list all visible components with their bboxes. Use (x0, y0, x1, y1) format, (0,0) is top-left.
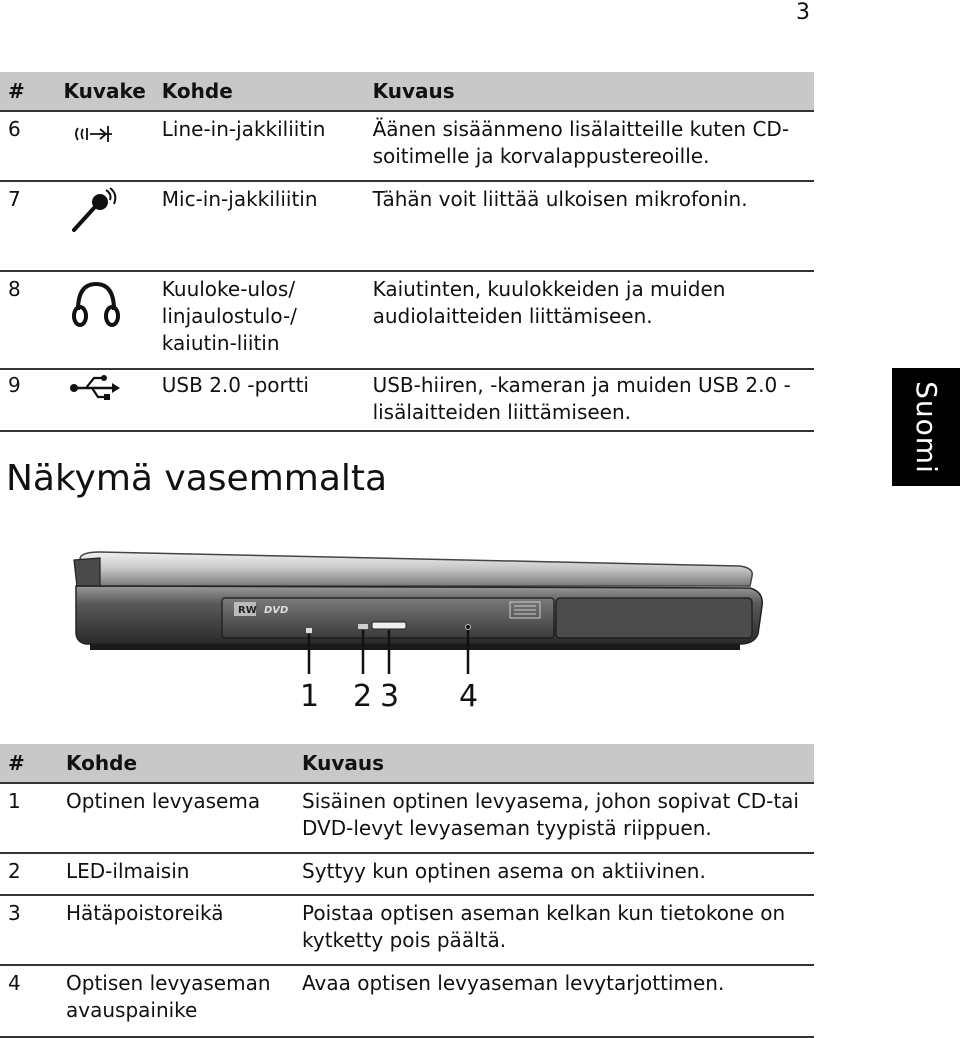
row-item: Optisen levyaseman avauspainike (58, 965, 294, 1037)
header-desc: Kuvaus (365, 72, 814, 111)
table-header-row (0, 744, 814, 783)
table-row (0, 271, 814, 369)
header-icon: Kuvake (56, 72, 154, 111)
language-tab-label: Suomi (909, 380, 943, 474)
header-desc: Kuvaus (294, 744, 814, 783)
optical-drive-slot (306, 628, 312, 633)
section-heading: Näkymä vasemmalta (6, 458, 388, 499)
row-item: Hätäpoistoreikä (58, 895, 294, 965)
header-item: Kohde (154, 72, 365, 111)
row-item: USB 2.0 -portti (154, 369, 365, 431)
table-row (0, 965, 814, 1037)
row-num: 9 (0, 369, 56, 431)
row-desc: Kaiutinten, kuulokkeiden ja muiden audiolaitteiden liittämiseen. (365, 271, 814, 369)
row-item: Mic-in-jakkiliitin (154, 181, 365, 271)
microphone-icon (68, 186, 124, 234)
dvd-logo: DVD (264, 605, 289, 616)
row-num: 6 (0, 111, 56, 181)
header-num: # (0, 72, 56, 111)
table-row (0, 783, 814, 853)
row-item: Optinen levyasema (58, 783, 294, 853)
row-desc: USB-hiiren, -kameran ja muiden USB 2.0 -lisälaitteiden liittämiseen. (365, 369, 814, 431)
callout-2: 2 (353, 679, 373, 714)
row-num: 4 (0, 965, 58, 1037)
row-num: 1 (0, 783, 58, 853)
table-header-row (0, 72, 814, 111)
left-view-table (0, 744, 814, 1038)
language-tab (892, 368, 960, 486)
line-in-icon (68, 116, 124, 152)
row-num: 7 (0, 181, 56, 271)
table-row (0, 369, 814, 431)
emergency-eject-hole (466, 625, 471, 630)
headphones-icon (68, 276, 124, 332)
rw-logo: RW (238, 605, 257, 616)
usb-icon (68, 372, 124, 402)
row-num: 8 (0, 271, 56, 369)
callout-4: 4 (459, 679, 479, 714)
row-desc: Äänen sisäänmeno lisälaitteille kuten CD-soitimelle ja korvalappustereoille. (365, 111, 814, 181)
row-num: 3 (0, 895, 58, 965)
row-desc: Avaa optisen levyaseman levytarjottimen. (294, 965, 814, 1037)
callout-1: 1 (300, 679, 320, 714)
eject-button[interactable] (372, 622, 406, 629)
row-desc: Syttyy kun optinen asema on aktiivinen. (294, 853, 814, 895)
table-row (0, 895, 814, 965)
row-desc: Poistaa optisen aseman kelkan kun tietokone on kytketty pois päältä. (294, 895, 814, 965)
row-desc: Tähän voit liittää ulkoisen mikrofonin. (365, 181, 814, 271)
ports-table (0, 72, 814, 432)
table-row (0, 181, 814, 271)
row-item: Kuuloke-ulos/ linjaulostulo-/ kaiutin-liitin (154, 271, 365, 369)
row-item: LED-ilmaisin (58, 853, 294, 895)
row-desc: Sisäinen optinen levyasema, johon sopivat CD-tai DVD-levyt levyaseman tyypistä riippuen. (294, 783, 814, 853)
row-item: Line-in-jakkiliitin (154, 111, 365, 181)
page-number: 3 (796, 0, 810, 25)
table-row (0, 853, 814, 895)
header-num: # (0, 744, 58, 783)
table-row (0, 111, 814, 181)
laptop-left-view-illustration (60, 540, 780, 720)
led-indicator (358, 624, 368, 629)
header-item: Kohde (58, 744, 294, 783)
callout-3: 3 (380, 679, 400, 714)
row-num: 2 (0, 853, 58, 895)
